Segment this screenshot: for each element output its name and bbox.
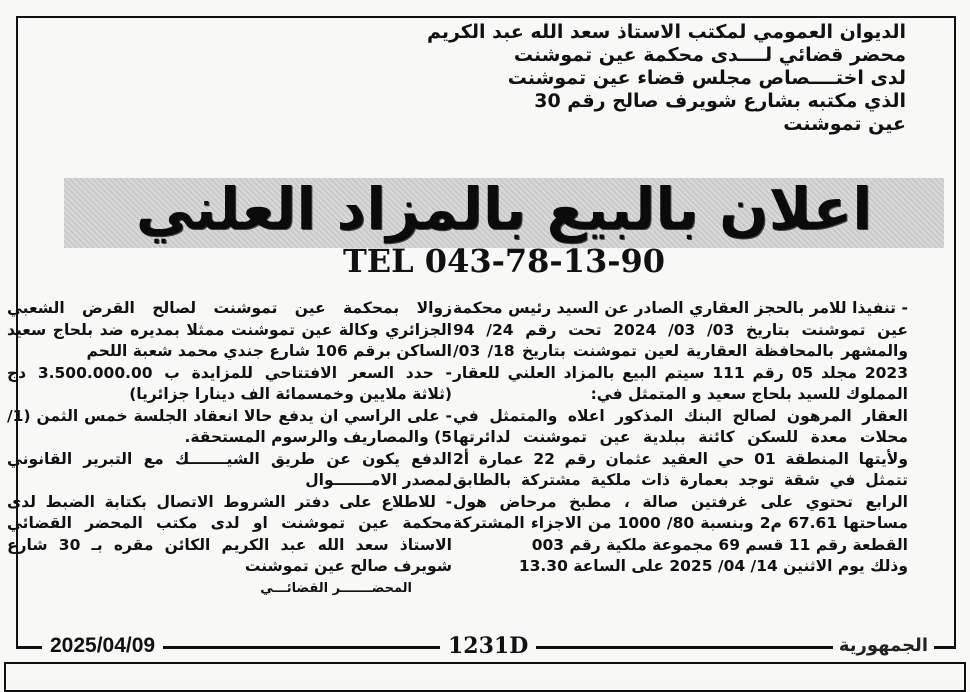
- publication-date: 2025/04/09: [42, 632, 163, 660]
- publication-footer: [16, 632, 956, 660]
- header-line-1: الديوان العمومي لمكتب الاستاذ سعد الله عبد الكريم: [426, 21, 906, 43]
- newspaper-logo: الجمهورية: [833, 632, 934, 660]
- left-paragraph-1: زوالا بمحكمة عين تموشنت لصالح القرض الشعبي الجزائري وكالة عين تموشنت ممثلا بمديره ضد بلحاج سعيد الساكن برقم 106 شارع جندي محمد شعبة اللحم: [7, 299, 452, 360]
- right-paragraph-2: العقار المرهون لصالح البنك المذكور اعلاه والمتمثل في محلات معدة للسكن كائنة ببلدية عين تموشنت لدائرتها ولأيتها المنطقة 01 حي العقيد عثمان رقم 22 عمارة أ2 تتمثل في شقة توجد بعمارة ذات ملكية مشتركة بالطابق الرابع تحتوي على غرفتين صالة ، مطبخ مرحاض هول مساحتها 67.61 م2 وبنسبة 80/ 1000 من الاجزاء المشتركة القطعة رقم 11 قسم 69 مجموعة ملكية رقم 003: [453, 406, 909, 554]
- left-paragraph-3: - على الراسي ان يدفع حالا انعقاد الجلسة خمس الثمن (1/ 5) والمصاريف والرسوم المستحقة.: [7, 406, 452, 446]
- announcement-frame: [7, 16, 956, 649]
- header-line-3: لدى اختــــصاص مجلس قضاء عين تموشنت: [507, 67, 906, 89]
- next-ad-border: [4, 662, 966, 692]
- signature-label: المحضـــــــر القضائـــي: [260, 580, 412, 596]
- header-line-4: الذي مكتبه بشارع شويرف صالح رقم 30: [534, 90, 906, 112]
- left-paragraph-4: الدفع يكون عن طريق الشيـــــــك مع التبرير القانوني لمصدر الامـــــــوال: [7, 449, 452, 489]
- right-column: [453, 298, 908, 578]
- telephone-number: TEL 043-78-13-90: [342, 242, 666, 280]
- header-line-2: محضر قضائي لــــدى محكمة عين تموشنت: [513, 44, 906, 66]
- announcement-title: اعلان بالبيع بالمزاد العلني: [135, 175, 873, 243]
- left-paragraph-5: - للاطلاع على دفتر الشروط الاتصال بكتابة الضبط لدى محكمة عين تموشنت او لدى مكتب المحضر القضائي الاستاذ سعد الله عبد الكريم الكائن مقره بـ 30 شارع شويرف صالح عين تموشنت: [7, 492, 452, 575]
- signature-row: [7, 578, 452, 600]
- left-column: [7, 298, 452, 599]
- left-paragraph-2: - حدد السعر الافتتاحي للمزايدة ب 3.500.000.00 دج (ثلاثة ملايين وخمسمائة الف دينارا جزائريا): [7, 363, 452, 403]
- office-header: [206, 21, 906, 136]
- right-paragraph-3: وذلك يوم الاثنين 14/ 04/ 2025 على الساعة 13.30: [518, 557, 908, 575]
- header-line-5: عين تموشنت: [783, 113, 906, 135]
- right-paragraph-1: - تنفيذا للامر بالحجز العقاري الصادر عن السيد رئيس محكمة عين تموشنت بتاريخ 03/ 03/ 2024 تحت رقم 24/ 94 والمشهر بالمحافظة العقارية لعين تموشنت بتاريخ 18/ 03/ 2023 مجلد 05 رقم 111 سيتم البيع بالمزاد العلني للعقار المملوك للسيد بلحاج سعيد و المتمثل في:: [453, 299, 908, 403]
- announcement-code: 1231D: [440, 632, 536, 660]
